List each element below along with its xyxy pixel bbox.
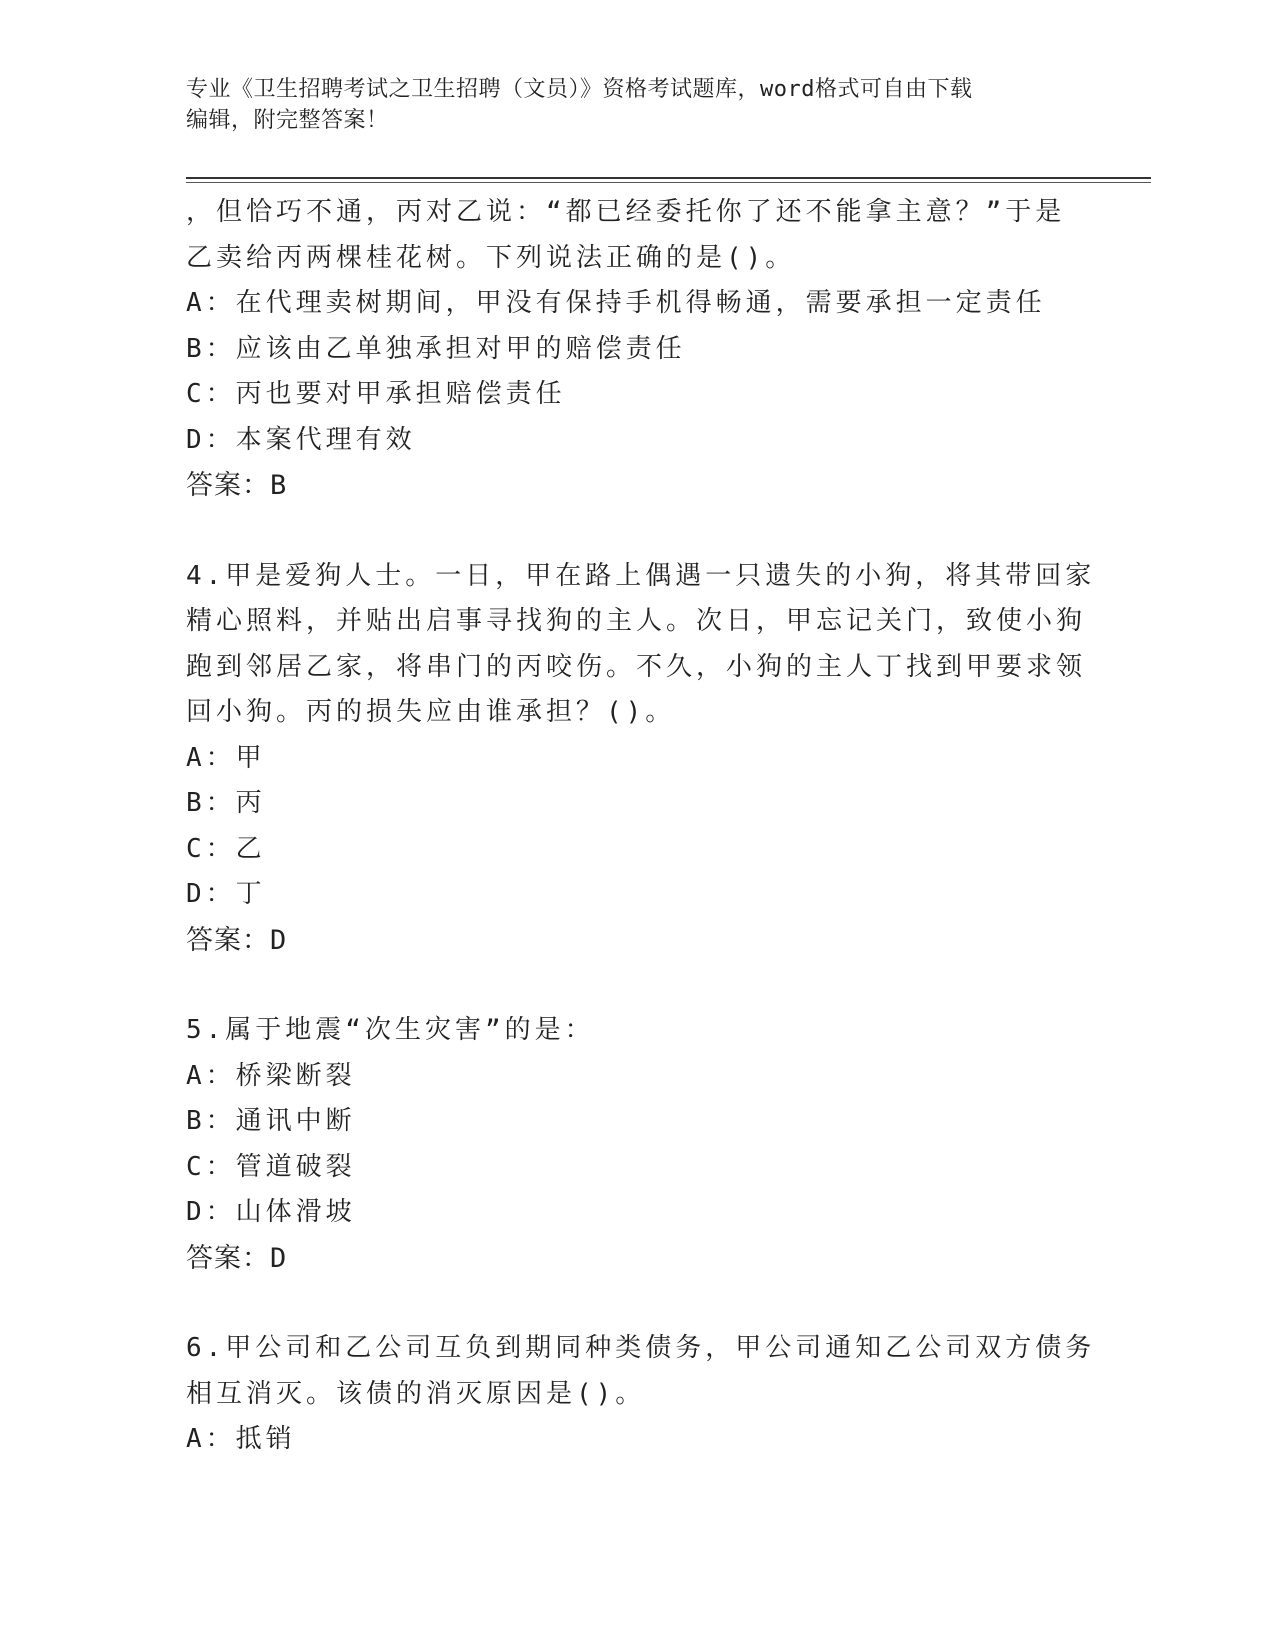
answer-label: 答案：B [186,470,288,501]
option-a: A：甲 [186,742,266,773]
spacer [186,1281,1146,1326]
header-divider-thin [186,182,1151,183]
option-d: D：丁 [186,879,266,909]
option-b: B：丙 [186,788,266,818]
question-text-line: 相互消灭。该债的消灭原因是()。 [186,1378,646,1409]
question-text-line: ，但恰巧不通，丙对乙说：“都已经委托你了还不能拿主意？”于是 [186,197,1066,227]
header-line-1: 专业《卫生招聘考试之卫生招聘（文员）》资格考试题库，word格式可自由下载 [186,77,973,102]
question-list [186,190,1146,1463]
option-a: A：在代理卖树期间，甲没有保持手机得畅通，需要承担一定责任 [186,288,1046,318]
option-d: D：山体滑坡 [186,1197,356,1227]
option-c: C：乙 [186,833,266,864]
question-text-line: 回小狗。丙的损失应由谁承担？()。 [186,697,676,727]
question-text-line: 5.属于地震“次生灾害”的是： [186,1015,595,1045]
option-c: C：管道破裂 [186,1151,356,1182]
page-header [186,74,1086,136]
option-a: A：桥梁断裂 [186,1060,356,1091]
question-6 [186,1326,1146,1463]
question-4 [186,554,1146,964]
answer-label: 答案：D [186,1242,288,1274]
question-3 [186,190,1146,509]
option-b: B：通讯中断 [186,1106,356,1136]
question-text-line: 精心照料，并贴出启事寻找狗的主人。次日，甲忘记关门，致使小狗 [186,606,1087,636]
question-5 [186,1008,1146,1281]
option-b: B：应该由乙单独承担对甲的赔偿责任 [186,333,686,364]
question-text-line: 跑到邻居乙家，将串门的丙咬伤。不久，小狗的主人丁找到甲要求领 [186,651,1087,682]
answer-label: 答案：D [186,924,288,956]
option-a: A：抵销 [186,1424,296,1454]
question-text-line: 4.甲是爱狗人士。一日，甲在路上偶遇一只遗失的小狗，将其带回家 [186,560,1096,591]
question-text-line: 6.甲公司和乙公司互负到期同种类债务，甲公司通知乙公司双方债务 [186,1333,1096,1363]
option-d: D：本案代理有效 [186,424,416,455]
option-c: C：丙也要对甲承担赔偿责任 [186,379,566,409]
header-line-2: 编辑，附完整答案！ [186,108,389,133]
spacer [186,509,1146,554]
question-text-line: 乙卖给丙两棵桂花树。下列说法正确的是()。 [186,242,796,273]
header-divider [186,177,1151,179]
spacer [186,963,1146,1008]
